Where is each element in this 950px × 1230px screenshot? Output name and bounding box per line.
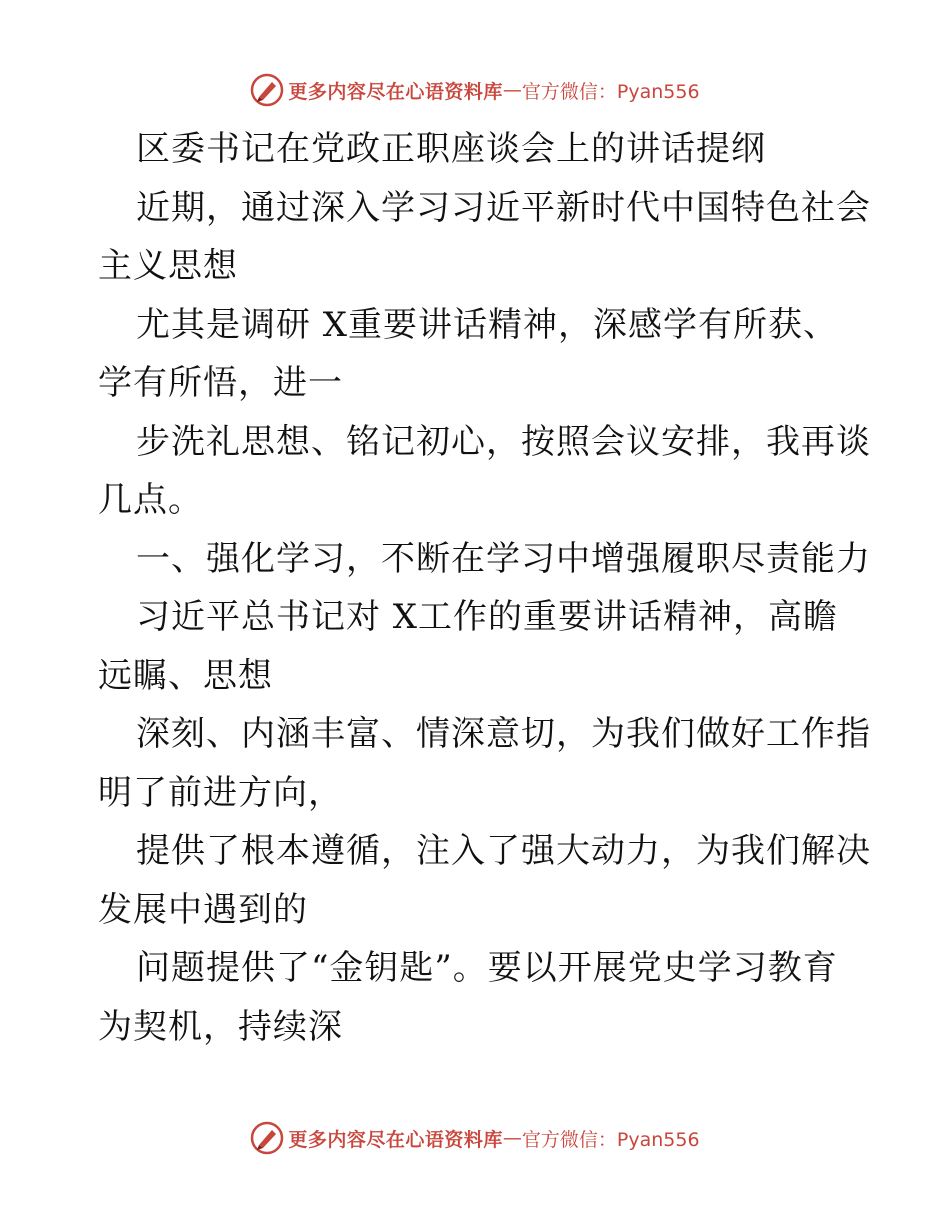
paragraph-line: 主义思想 <box>98 246 238 286</box>
paragraph-line: 为契机，持续深 <box>98 1006 343 1047</box>
paragraph-line: 近期，通过深入学习习近平新时代中国特色社会 <box>136 187 871 228</box>
paragraph-line: 远瞩、思想 <box>98 655 273 696</box>
watermark-brand: 更多内容尽在心语资料库 <box>288 80 503 103</box>
watermark-separator: — <box>502 1127 522 1149</box>
paragraph-line: 几点。 <box>98 480 203 520</box>
watermark-contact: 官方微信：Pyan556 <box>521 80 700 103</box>
pen-logo-icon <box>250 1121 284 1155</box>
paragraph-line: 明了前进方向， <box>98 772 343 813</box>
section-heading: 一、强化学习，不断在学习中增强履职尽责能力 <box>136 538 871 579</box>
document-body <box>98 120 871 1056</box>
pen-logo-icon <box>250 73 284 107</box>
paragraph-line: 步洗礼思想、铭记初心，按照会议安排，我再谈 <box>136 421 871 462</box>
watermark-separator: — <box>502 79 522 101</box>
paragraph-line: 学有所悟，进一 <box>98 363 343 403</box>
paragraph-line: 问题提供了“金钥匙”。要以开展党史学习教育 <box>136 948 838 988</box>
watermark-top <box>0 70 950 110</box>
watermark-brand: 更多内容尽在心语资料库 <box>288 1128 503 1151</box>
paragraph-line: 尤其是调研 X重要讲话精神，深感学有所获、 <box>136 304 839 345</box>
document-title: 区委书记在党政正职座谈会上的讲话提纲 <box>136 129 766 169</box>
paragraph-line: 深刻、内涵丰富、情深意切，为我们做好工作指 <box>136 714 871 754</box>
paragraph-line: 发展中遇到的 <box>98 889 308 930</box>
watermark-bottom <box>0 1118 950 1158</box>
paragraph-line: 习近平总书记对 X工作的重要讲话精神，高瞻 <box>136 597 839 637</box>
watermark-contact: 官方微信：Pyan556 <box>521 1128 700 1151</box>
paragraph-line: 提供了根本遵循，注入了强大动力，为我们解决 <box>136 831 871 871</box>
